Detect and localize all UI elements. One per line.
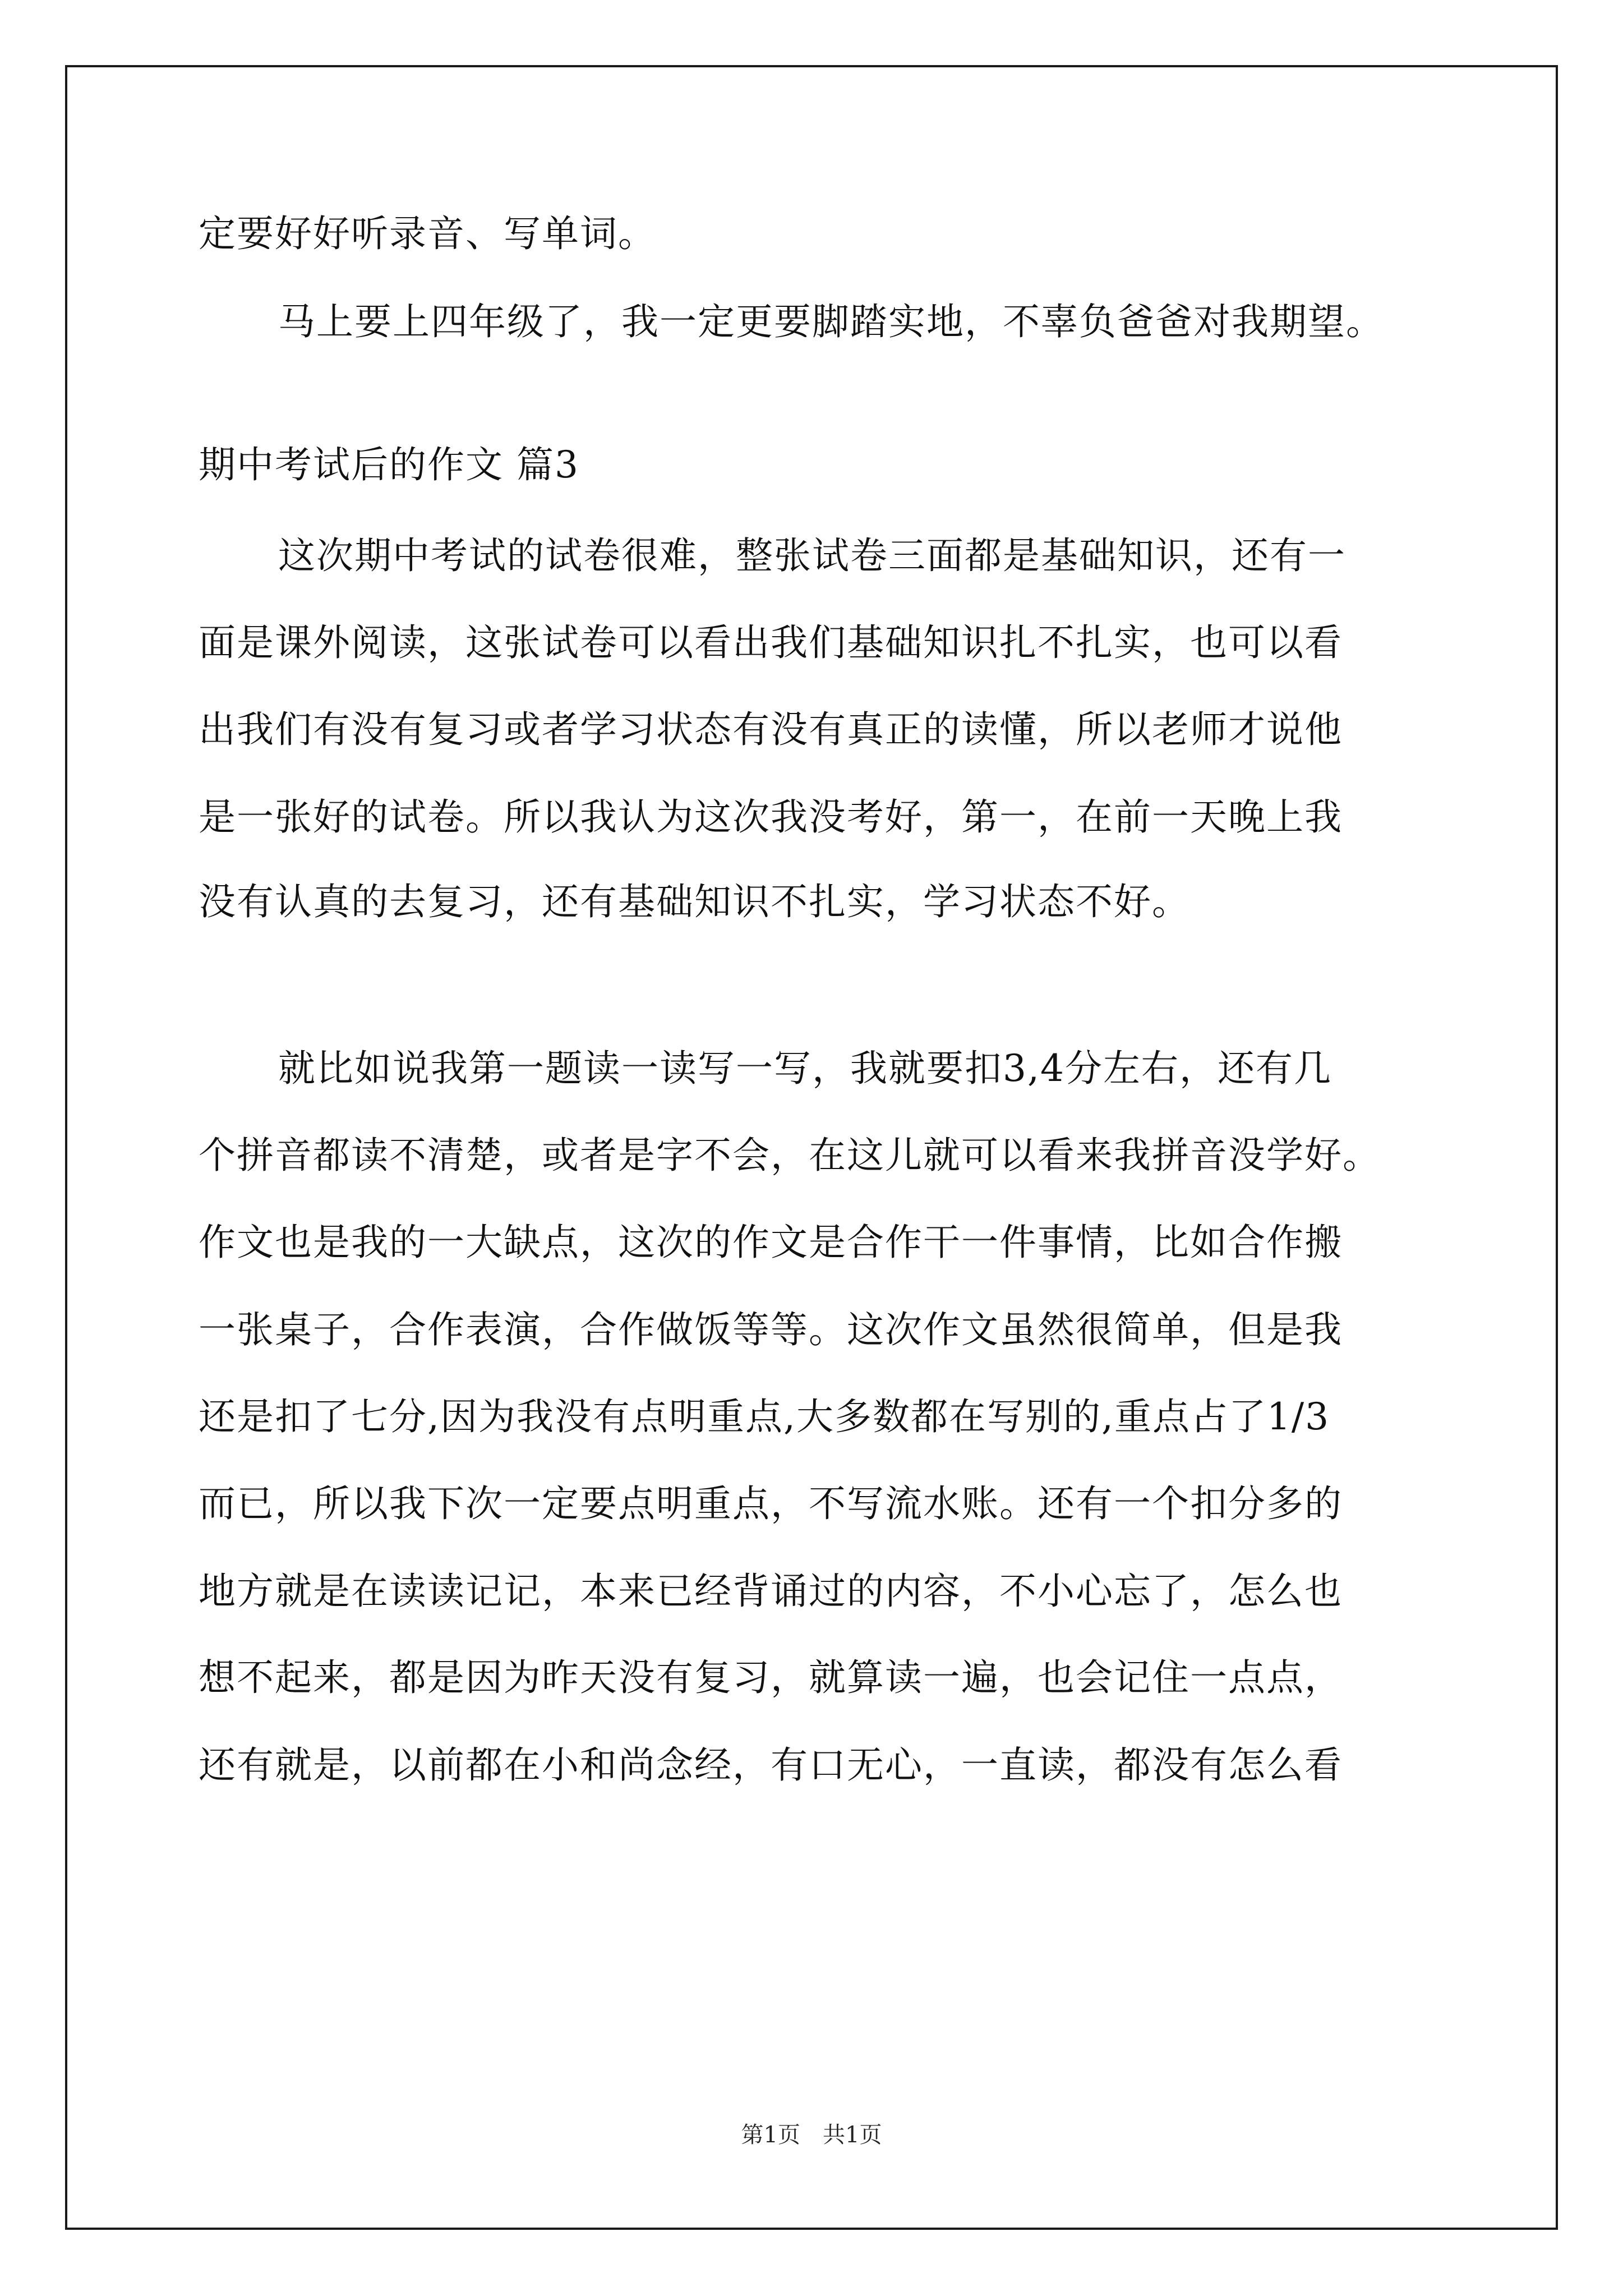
- text-line-4: 这次期中考试的试卷很难，整张试卷三面都是基础知识，还有一: [278, 534, 1346, 577]
- text-line-5: 面是课外阅读，这张试卷可以看出我们基础知识扎不扎实，也可以看: [199, 621, 1343, 664]
- page-number-footer: 第1页 共1页: [741, 2122, 882, 2148]
- text-line-12: 一张桌子，合作表演，合作做饭等等。这次作文虽然很简单，但是我: [199, 1308, 1343, 1351]
- text-line-13: 还是扣了七分,因为我没有点明重点,大多数都在写别的,重点占了1/3: [199, 1395, 1330, 1438]
- text-line-8: 没有认真的去复习，还有基础知识不扎实，学习状态不好。: [199, 880, 1190, 923]
- text-line-17: 还有就是，以前都在小和尚念经，有口无心，一直读，都没有怎么看: [199, 1743, 1343, 1787]
- text-line-11: 作文也是我的一大缺点，这次的作文是合作干一件事情，比如合作搬: [199, 1221, 1343, 1264]
- text-line-9: 就比如说我第一题读一读写一写，我就要扣3,4分左右，还有几: [278, 1047, 1332, 1090]
- text-line-15: 地方就是在读读记记，本来已经背诵过的内容，不小心忘了，怎么也: [199, 1570, 1343, 1613]
- section-heading: 期中考试后的作文 篇3: [199, 443, 579, 486]
- text-line-10: 个拼音都读不清楚，或者是字不会，在这儿就可以看来我拼音没学好。: [199, 1134, 1381, 1177]
- text-line-2: 马上要上四年级了，我一定更要脚踏实地，不辜负爸爸对我期望。: [278, 300, 1384, 343]
- text-line-7: 是一张好的试卷。所以我认为这次我没考好，第一，在前一天晚上我: [199, 795, 1343, 839]
- text-line-6: 出我们有没有复习或者学习状态有没有真正的读懂，所以老师才说他: [199, 708, 1343, 751]
- text-line-1: 定要好好听录音、写单词。: [199, 212, 656, 255]
- text-line-14: 而已，所以我下次一定要点明重点，不写流水账。还有一个扣分多的: [199, 1482, 1343, 1525]
- text-line-16: 想不起来，都是因为昨天没有复习，就算读一遍，也会记住一点点，: [199, 1656, 1343, 1699]
